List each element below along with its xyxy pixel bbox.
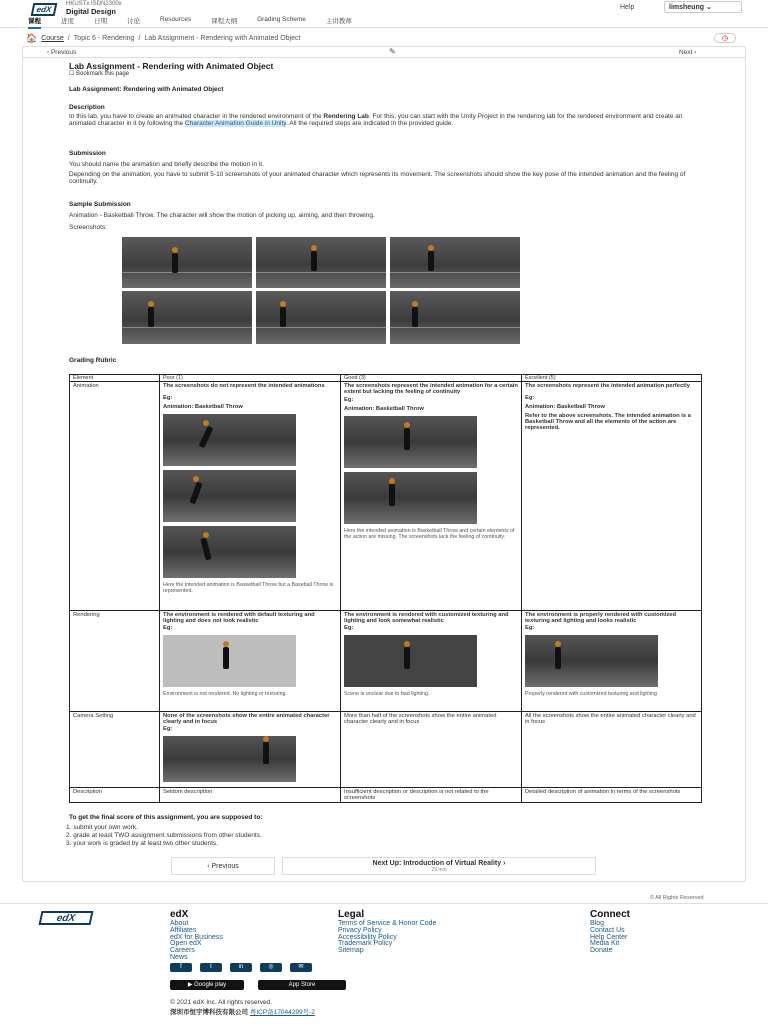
breadcrumb-sep: / bbox=[138, 35, 141, 42]
nav-tab-instructors[interactable]: 主讲教师 bbox=[325, 18, 352, 25]
edx-logo[interactable]: edX bbox=[31, 3, 58, 16]
rubric-cell: Description bbox=[70, 788, 160, 803]
description-heading: Description bbox=[69, 104, 105, 111]
weibo-icon[interactable]: ✉ bbox=[290, 963, 312, 972]
table-row bbox=[70, 375, 702, 382]
grading-rubric-table bbox=[69, 374, 702, 803]
sequence-unit-icon[interactable]: ✎ bbox=[389, 47, 396, 56]
course-name: Digital Design bbox=[66, 7, 117, 16]
rubric-cell: Detailed description of animation in terms of the screenshots bbox=[522, 788, 702, 803]
rubric-header-element: Element bbox=[70, 375, 160, 382]
footer-link[interactable]: Terms of Service & Honor Code bbox=[338, 920, 437, 927]
rubric-example-image bbox=[163, 635, 296, 687]
rubric-cell: Seldom description bbox=[160, 788, 341, 803]
nav-tab-syllabus[interactable]: 课程大纲 bbox=[211, 18, 238, 25]
footer-link[interactable]: About bbox=[170, 920, 189, 927]
rubric-cell: The environment is rendered with default texturing and lighting and does not look realistic Eg: Environment is not rendered. No lighting or texturing. bbox=[160, 611, 341, 712]
screenshot-image bbox=[390, 291, 520, 344]
rubric-cell: The screenshots do not represent the intended animations Eg: Animation: Basketball Throw Here the intended animation is Basketball Throw but a Baseball Throw is represented. bbox=[160, 382, 341, 611]
bookmark-toggle-button[interactable]: ◷ bbox=[714, 33, 736, 43]
footer-link[interactable]: edX for Business bbox=[170, 933, 223, 941]
rubric-cell: The screenshots represent the intended animation for a certain extent but lacking the feeling of continuity Eg: Animation: Basketball Throw Here the intended animation is Basketball Throw and certain elements of the action are missing. The screenshots lack the feeling of continuity. bbox=[341, 382, 522, 611]
table-row bbox=[70, 712, 702, 788]
course-org: HKUSTx ISDN2300x bbox=[66, 1, 122, 7]
table-row bbox=[70, 611, 702, 712]
icp-text: 深圳市恒宇博科技有限公司 粤ICP备17044299号-2 bbox=[170, 1009, 315, 1016]
footer-link[interactable]: News bbox=[170, 953, 188, 961]
rubric-cell: The screenshots represent the intended animation perfectly Eg: Animation: Basketball Throw Refer to the above screenshots. The intended animation is a Basketball Throw and all the elements of the action are represented. bbox=[522, 382, 702, 611]
nav-tab-progress[interactable]: 进度 bbox=[61, 18, 74, 25]
rubric-example-image bbox=[163, 414, 296, 466]
rubric-cell: More than half of the screenshots show the entire animated character clearly and in focus bbox=[341, 712, 522, 788]
footer-link[interactable]: Blog bbox=[590, 920, 605, 927]
linkedin-icon[interactable]: in bbox=[230, 963, 252, 972]
edx-footer-logo[interactable]: edX bbox=[39, 911, 94, 925]
top-header bbox=[0, 0, 768, 28]
app-store-button[interactable]: App Store bbox=[258, 980, 346, 990]
help-link[interactable]: Help bbox=[620, 4, 635, 11]
copyright-text: © 2021 edX Inc. All rights reserved. bbox=[170, 999, 272, 1006]
rubric-cell: Insufficient description or description is not related to the screenshots bbox=[341, 788, 522, 803]
footer-link[interactable]: Open edX bbox=[170, 940, 202, 948]
footer-link[interactable]: Media Kit bbox=[590, 940, 620, 948]
sequence-nav bbox=[22, 46, 746, 58]
submission-text-2: Depending on the animation, you have to submit 5-10 screenshots of your animated character which represents its movement. The screenshots should show the key pose of the intended animation and the feeling of continuity. bbox=[69, 171, 686, 185]
rubric-example-image bbox=[163, 526, 296, 578]
list-item: 2. grade at least TWO assignment submissions from other students. bbox=[66, 832, 262, 839]
table-row bbox=[70, 788, 702, 803]
lab-subtitle: Lab Assignment: Rendering with Animated Object bbox=[69, 86, 224, 93]
footer-link[interactable]: Contact Us bbox=[590, 926, 625, 934]
footer-connect-column: Connect Blog Contact Us Help Center Media Kit Donate bbox=[590, 909, 630, 955]
footer-link[interactable]: Help Center bbox=[590, 933, 628, 941]
screenshot-image bbox=[122, 237, 252, 288]
screenshot-image bbox=[390, 237, 520, 288]
footer-link[interactable]: Donate bbox=[590, 947, 613, 955]
footer-link[interactable]: Privacy Policy bbox=[338, 926, 382, 934]
breadcrumb-sep: / bbox=[67, 35, 70, 42]
list-item: 1. submit your own work. bbox=[66, 824, 138, 831]
footer-legal-column: Legal Terms of Service & Honor Code Privacy Policy Accessibility Policy Trademark Policy Sitemap bbox=[338, 909, 437, 955]
rubric-example-image bbox=[163, 470, 296, 522]
social-links bbox=[170, 963, 312, 972]
description-text: In this lab, you have to create an animated character in the rendered environment of the Rendering Lab. For this, you can start with the Unity Project in the rendering lab for the rendered environment and create an animated character in it by following the Character Animation Guide in Unity. All the required steps are indicated in the provided guide. bbox=[69, 113, 683, 127]
table-row bbox=[70, 382, 702, 611]
bookmark-link[interactable]: ☐ Bookmark this page bbox=[69, 71, 130, 77]
sample-text: Animation - Basketball Throw. The character will show the motion of picking up, aiming, and then throwing. bbox=[69, 212, 375, 219]
final-score-heading: To get the final score of this assignment, you are supposed to: bbox=[69, 814, 263, 821]
screenshot-image bbox=[122, 291, 252, 344]
sample-heading: Sample Submission bbox=[69, 201, 131, 208]
footer-edx-column: edX About Affiliates edX for Business Open edX Careers News bbox=[170, 909, 223, 961]
rubric-cell: All the screenshots show the entire animated character clearly and in focus bbox=[522, 712, 702, 788]
bottom-prev-button[interactable]: ‹ Previous bbox=[171, 857, 275, 875]
rubric-example-image bbox=[525, 635, 658, 687]
rubric-header-poor: Poor (1) bbox=[160, 375, 341, 382]
footer-link[interactable]: Careers bbox=[170, 947, 195, 955]
screenshot-image bbox=[256, 291, 386, 344]
home-icon[interactable]: 🏠 bbox=[26, 33, 38, 43]
submission-text-1: You should name the animation and briefly describe the motion in it. bbox=[69, 161, 264, 168]
list-item: 3. your work is graded by at least two other students. bbox=[66, 840, 219, 847]
user-menu-button[interactable]: limsheung ⌄ bbox=[664, 1, 742, 13]
icp-link[interactable]: 粤ICP备17044299号-2 bbox=[249, 1009, 315, 1016]
rubric-example-image bbox=[344, 416, 477, 468]
bottom-next-button[interactable]: Next Up: Introduction of Virtual Reality › 29 min bbox=[282, 857, 596, 875]
rubric-example-image bbox=[163, 736, 296, 782]
animation-guide-link[interactable]: Character Animation Guide in Unity bbox=[184, 120, 287, 127]
nav-tab-resources[interactable]: Resources bbox=[160, 16, 192, 23]
footer-link[interactable]: Sitemap bbox=[338, 947, 364, 955]
rubric-cell: The environment is properly rendered with customized texturing and lighting and looks realistic Eg: Properly rendered with customized texturing and lighting bbox=[522, 611, 702, 712]
footer-link[interactable]: Affiliates bbox=[170, 926, 197, 934]
unit-title: Lab Assignment - Rendering with Animated Object bbox=[69, 61, 274, 71]
rubric-cell: Camera Setting bbox=[70, 712, 160, 788]
submission-heading: Submission bbox=[69, 150, 106, 157]
sequence-next-button[interactable]: Next › bbox=[679, 49, 697, 56]
rubric-heading: Grading Rubric bbox=[69, 357, 117, 364]
nav-tab-dates[interactable]: 日期 bbox=[94, 18, 107, 25]
instagram-icon[interactable]: ◎ bbox=[260, 963, 282, 972]
google-play-button[interactable]: ▶ Google play bbox=[170, 980, 244, 990]
rubric-cell: None of the screenshots show the entire animated character clearly and in focus Eg: bbox=[160, 712, 341, 788]
screenshot-image bbox=[256, 237, 386, 288]
screenshots-label: Screenshots: bbox=[69, 224, 107, 231]
breadcrumb-unit: Lab Assignment - Rendering with Animated Object bbox=[144, 35, 301, 42]
rubric-header-excellent: Excellent (5) bbox=[522, 375, 702, 382]
nav-tab-course[interactable]: 课程 bbox=[28, 16, 41, 29]
rubric-cell: Rendering bbox=[70, 611, 160, 712]
breadcrumb-course[interactable]: Course bbox=[41, 35, 64, 42]
footer-link[interactable]: Trademark Policy bbox=[338, 940, 393, 948]
rubric-cell: The environment is rendered with customized texturing and lighting and look somewhat realistic Eg: Scene is unclear due to bad lighting. bbox=[341, 611, 522, 712]
nav-tab-discussion[interactable]: 讨论 bbox=[127, 18, 140, 25]
rubric-example-image bbox=[344, 472, 477, 524]
rubric-example-image bbox=[344, 635, 477, 687]
course-nav bbox=[28, 16, 352, 29]
breadcrumb-topic[interactable]: Topic 6 - Rendering bbox=[73, 35, 135, 42]
facebook-icon[interactable]: f bbox=[170, 963, 192, 972]
footer-link[interactable]: Accessibility Policy bbox=[338, 933, 397, 941]
nav-tab-grading-scheme[interactable]: Grading Scheme bbox=[257, 16, 306, 23]
rights-text: © All Rights Reserved bbox=[650, 895, 704, 901]
rubric-cell: Animation bbox=[70, 382, 160, 611]
twitter-icon[interactable]: t bbox=[200, 963, 222, 972]
rubric-header-good: Good (3) bbox=[341, 375, 522, 382]
breadcrumb bbox=[26, 33, 300, 44]
sequence-prev-button[interactable]: ‹ Previous bbox=[47, 49, 77, 56]
